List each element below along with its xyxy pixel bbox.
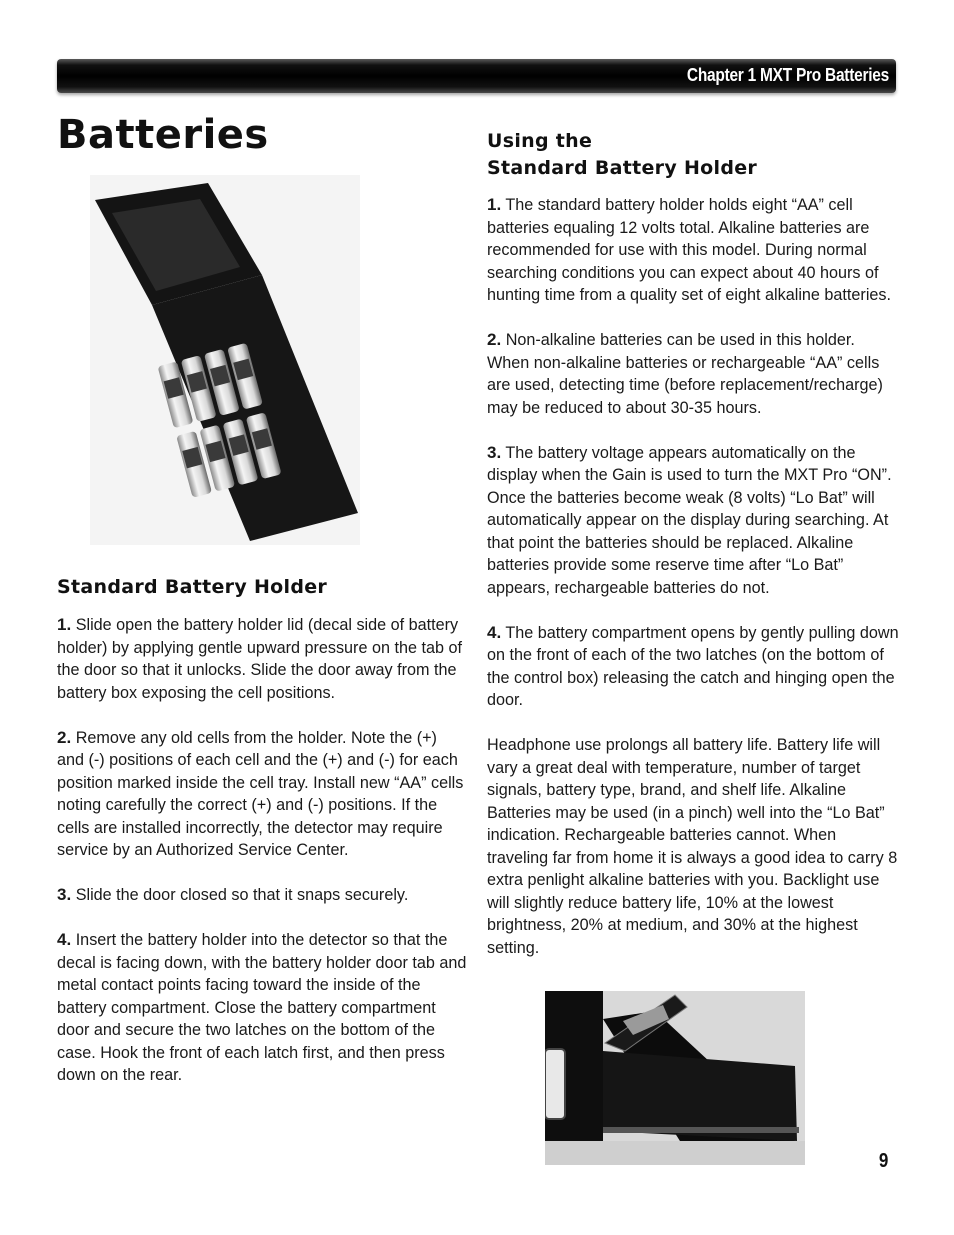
right-step-4: 4. The battery compartment opens by gently pulling down on the front of each of the two latches (on the bottom of the control box) releasing the catch and hinging open the door. (487, 622, 899, 709)
battery-holder-photo (90, 175, 360, 545)
chapter-title: Chapter 1 MXT Pro Batteries (686, 65, 889, 85)
battery-compartment-photo (545, 991, 805, 1165)
right-step-2: 2. Non-alkaline batteries can be used in this holder. When non-alkaline batteries or rechargeable “AA” cells are used, detecting time (before replacement/recharge) may be reduced to about 30-35 hours. (487, 330, 883, 417)
left-column-text (57, 614, 467, 1109)
section-heading-using-holder (487, 128, 757, 182)
right-step-1: 1. The standard battery holder holds eight “AA” cell batteries equaling 12 volts total. Alkaline batteries are recommended for use with this model. During normal searching conditions you can expect about 40 hours of hunting time from a quality set of eight alkaline batteries. (487, 195, 892, 304)
right-column-text (487, 194, 899, 982)
page-number: 9 (878, 1150, 889, 1172)
right-step-3: 3. The battery voltage appears automatically on the display when the Gain is used to turn the MXT Pro “ON”. Once the batteries become weak (8 volts) “Lo Bat” will automatically appear on the display during searching. At that point the batteries should be replaced. Alkaline batteries provide some reserve time after “Lo Bat” appears, rechargeable batteries do not. (487, 442, 892, 597)
left-step-4: 4. Insert the battery holder into the detector so that the decal is facing down, with the battery holder door tab and metal contact points facing toward the inside of the battery compartment. Close the battery compartment door and secure the two latches on the bottom of the case. Hook the front of each latch first, and then press down on the rear. (57, 930, 467, 1084)
section-heading-standard-holder: Standard Battery Holder (57, 576, 328, 598)
left-step-2: 2. Remove any old cells from the holder. Note the (+) and (-) positions of each cell and the (+) and (-) for each position marked inside the cell tray. Install new “AA” cells noting carefully the correct (+) and (-) positions. If the cells are installed incorrectly, the detector may require service by an Authorized Service Center. (57, 727, 464, 859)
left-step-3: 3. Slide the door closed so that it snaps securely. (57, 885, 409, 904)
battery-life-note: Headphone use prolongs all battery life. Battery life will vary a great deal with temperature, number of target signals, battery type, brand, and shelf life. Alkaline Batteries may be used (in a pinch) well into the “Lo Bat” indication. Rechargeable batteries cannot. When traveling far from home it is always a good idea to carry 8 extra penlight alkaline batteries with you. Backlight use will slightly reduce battery life, 10% at the lowest brightness, 20% at medium, and 30% at the highest setting. (487, 736, 898, 957)
left-step-1: 1. Slide open the battery holder lid (decal side of battery holder) by applying gentle upward pressure on the tab of the door so that it unlocks. Slide the door away from the battery box exposing the cell positions. (57, 615, 462, 702)
page-title: Batteries (57, 112, 269, 158)
chapter-header-bar (57, 59, 896, 93)
heading-line-2: Standard Battery Holder (487, 157, 758, 179)
heading-line-1: Using the (487, 130, 593, 152)
